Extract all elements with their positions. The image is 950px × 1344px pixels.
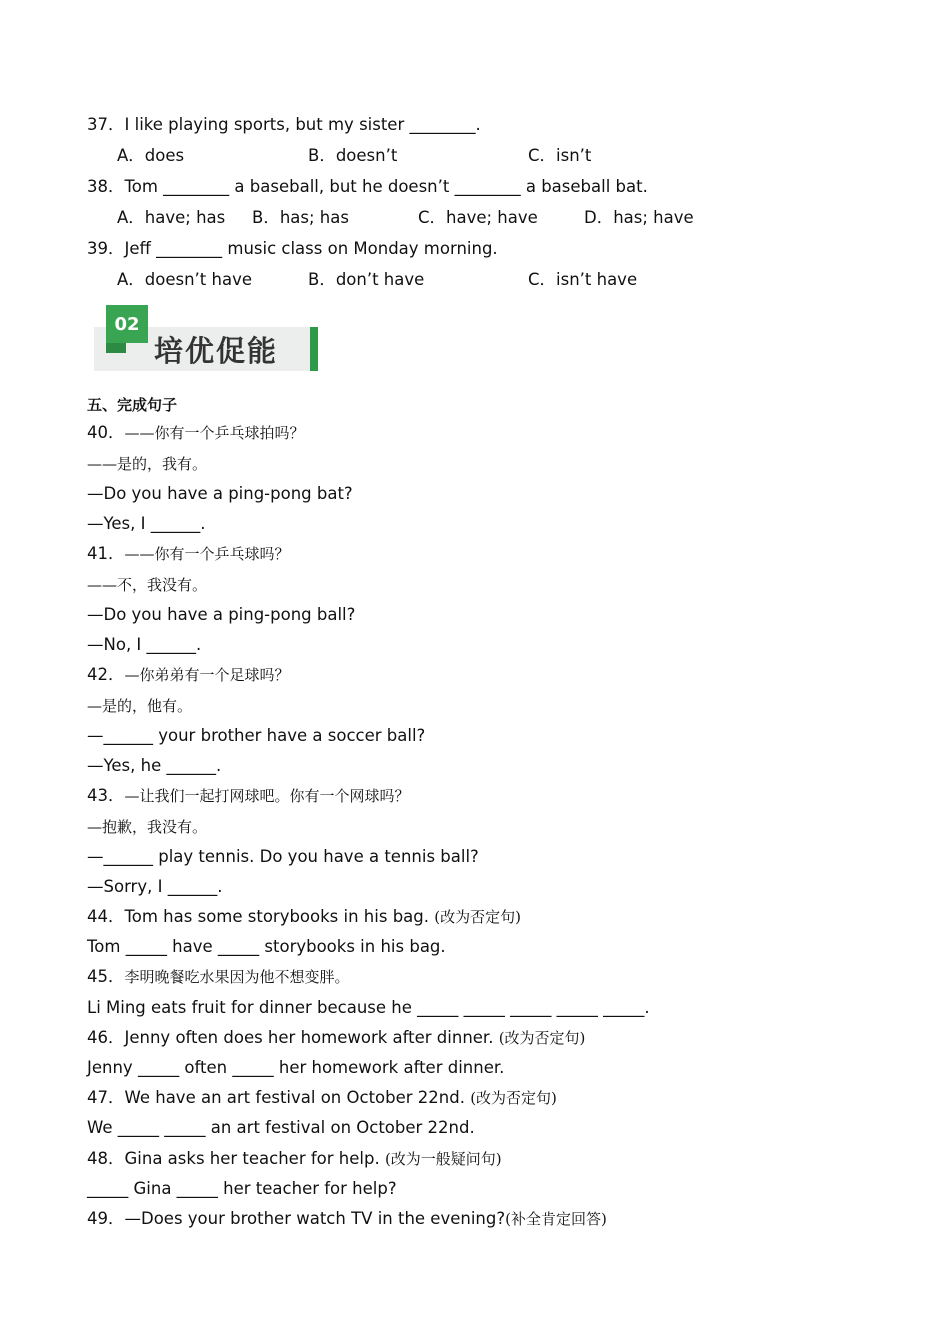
- question-40-english-question: —Do you have a ping-pong bat?: [87, 484, 353, 503]
- section-banner: [94, 305, 320, 373]
- question-42-english-answer: —Yes, he ______.: [87, 756, 222, 775]
- chinese-text: ——你有一个乒乓球拍吗？: [124, 424, 305, 442]
- question-47-answer: We _____ _____ an art festival on October 22nd.: [87, 1118, 475, 1137]
- question-text: 44．Tom has some storybooks in his bag.: [87, 907, 435, 926]
- question-37-option-c: C．isn’t: [528, 146, 592, 165]
- chinese-text: —你弟弟有一个足球吗？: [124, 666, 290, 684]
- question-43-chinese-answer: —抱歉，我没有。: [87, 818, 208, 836]
- question-number: 41．: [87, 544, 125, 563]
- question-number: 45．: [87, 967, 125, 986]
- question-47-stem: [87, 1088, 557, 1108]
- question-38-option-c: C．have; have: [418, 208, 538, 227]
- question-49-stem: [87, 1209, 607, 1229]
- badge-tail: [106, 343, 126, 353]
- section-title: 五、完成句子: [87, 396, 178, 414]
- question-40-chinese-answer: ——是的，我有。: [87, 455, 208, 473]
- question-48-stem: [87, 1149, 502, 1169]
- question-39-option-b: B．don’t have: [308, 270, 425, 289]
- question-text: 46．Jenny often does her homework after dinner.: [87, 1028, 499, 1047]
- question-44-stem: [87, 907, 521, 927]
- question-38-option-b: B．has; has: [252, 208, 349, 227]
- chinese-text: ——你有一个乒乓球吗？: [124, 545, 290, 563]
- question-37-option-b: B．doesn’t: [308, 146, 398, 165]
- question-41-english-answer: —No, I ______.: [87, 635, 202, 654]
- question-38-option-d: D．has; have: [584, 208, 694, 227]
- question-37-stem: 37．I like playing sports, but my sister ________.: [87, 115, 481, 134]
- question-39-stem: 39．Jeff ________ music class on Monday morning.: [87, 239, 498, 258]
- question-42-prompt: [87, 665, 290, 685]
- question-43-prompt: [87, 786, 410, 806]
- instruction-note: (改为一般疑问句): [384, 1150, 502, 1168]
- question-41-english-question: —Do you have a ping-pong ball?: [87, 605, 356, 624]
- question-41-prompt: [87, 544, 290, 564]
- question-40-prompt: [87, 423, 305, 443]
- question-43-english-answer: —Sorry, I ______.: [87, 877, 223, 896]
- chinese-text: 李明晚餐吃水果因为他不想变胖。: [124, 968, 350, 986]
- question-38-stem: 38．Tom ________ a baseball, but he doesn’t ________ a baseball bat.: [87, 177, 648, 196]
- chinese-text: —让我们一起打网球吧。你有一个网球吗？: [124, 787, 410, 805]
- instruction-note: (改为否定句): [498, 1029, 586, 1047]
- question-39-option-a: A．doesn’t have: [117, 270, 253, 289]
- question-46-stem: [87, 1028, 585, 1048]
- question-40-english-answer: —Yes, I ______.: [87, 514, 206, 533]
- question-42-chinese-answer: —是的，他有。: [87, 697, 193, 715]
- instruction-note: (改为否定句): [470, 1089, 557, 1107]
- question-37-option-a: A．does: [117, 146, 185, 165]
- question-48-answer: _____ Gina _____ her teacher for help?: [87, 1179, 397, 1198]
- question-41-chinese-answer: ——不，我没有。: [87, 576, 208, 594]
- banner-accent-bar: [310, 327, 318, 371]
- question-38-option-a: A．have; has: [117, 208, 226, 227]
- banner-badge: 02: [106, 305, 148, 343]
- question-text: 47．We have an art festival on October 22nd.: [87, 1088, 471, 1107]
- question-number: 42．: [87, 665, 125, 684]
- question-46-answer: Jenny _____ often _____ her homework after dinner.: [87, 1058, 505, 1077]
- question-text: 49．—Does your brother watch TV in the evening?: [87, 1209, 506, 1228]
- instruction-note: (补全肯定回答): [505, 1210, 607, 1228]
- question-43-english-question: —______ play tennis. Do you have a tennis ball?: [87, 847, 479, 866]
- question-number: 40．: [87, 423, 125, 442]
- instruction-note: (改为否定句): [434, 908, 521, 926]
- question-42-english-question: —______ your brother have a soccer ball?: [87, 726, 426, 745]
- banner-title: 培优促能: [154, 334, 279, 368]
- question-45-answer: Li Ming eats fruit for dinner because he _____ _____ _____ _____ _____.: [87, 998, 650, 1017]
- question-text: 48．Gina asks her teacher for help.: [87, 1149, 385, 1168]
- question-45-prompt: [87, 967, 350, 987]
- question-44-answer: Tom _____ have _____ storybooks in his bag.: [87, 937, 446, 956]
- question-39-option-c: C．isn’t have: [528, 270, 638, 289]
- question-number: 43．: [87, 786, 125, 805]
